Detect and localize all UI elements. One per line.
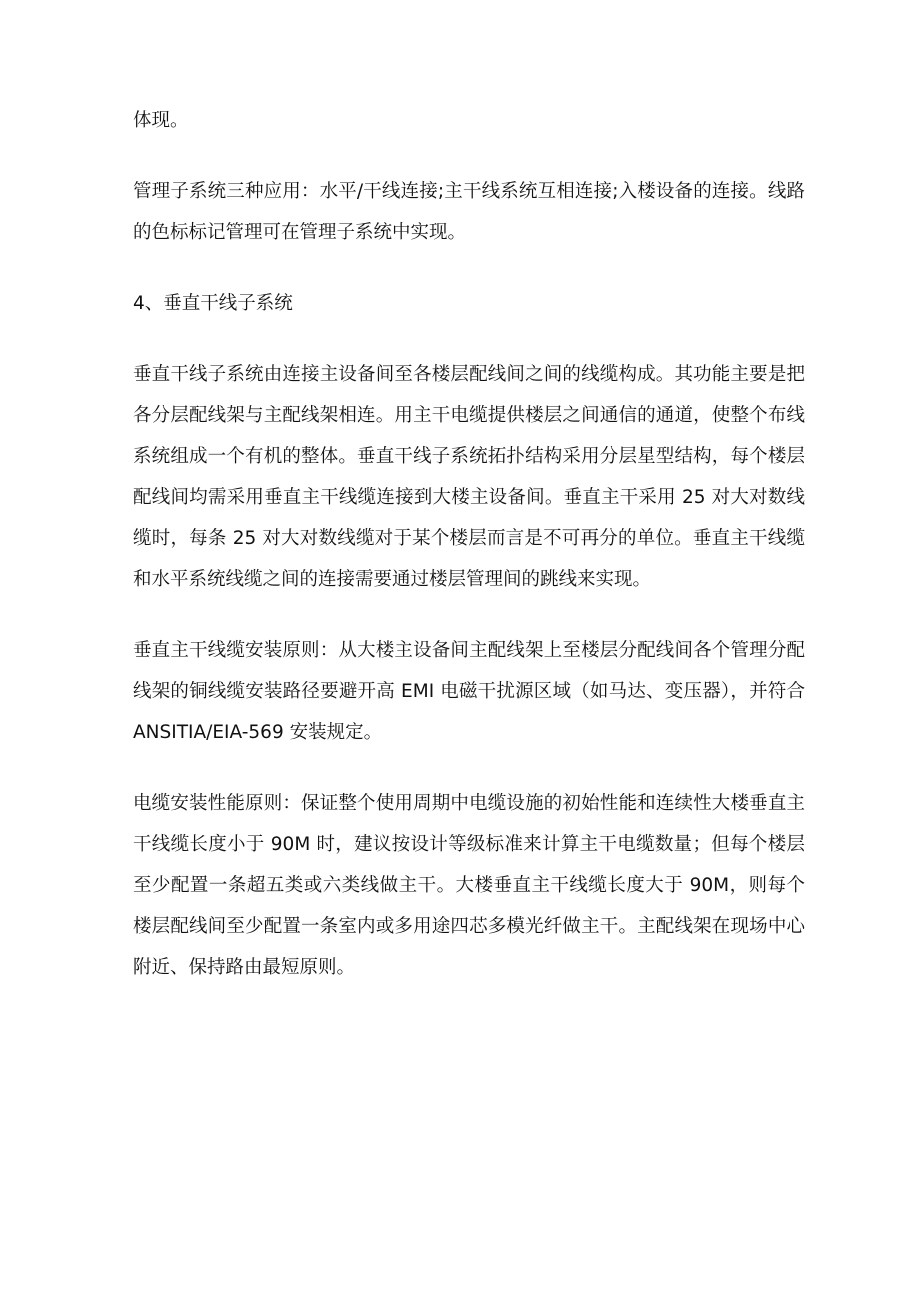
paragraph-performance-principle: 电缆安装性能原则：保证整个使用周期中电缆设施的初始性能和连续性大楼垂直主干线缆长度小于 90M 时，建议按设计等级标准来计算主干电缆数量；但每个楼层至少配置一条超五类或六类线做主干。大楼垂直主干线缆长度大于 90M，则每个楼层配线间至少配置一条室内或多用途四芯多模光纤做主干。主配线架在现场中心附近、保持路由最短原则。 <box>133 793 805 978</box>
paragraph-vertical-trunk-description: 垂直干线子系统由连接主设备间至各楼层配线间之间的线缆构成。其功能主要是把各分层配线架与主配线架相连。用主干电缆提供楼层之间通信的通道，使整个布线系统组成一个有机的整体。垂直干线子系统拓扑结构采用分层星型结构，每个楼层配线间均需采用垂直主干线缆连接到大楼主设备间。垂直主干采用 25 对大对数线缆时，每条 25 对大对数线缆对于某个楼层而言是不可再分的单位。垂直主干线缆和水平系统线缆之间的连接需要通过楼层管理间的跳线来实现。 <box>133 364 805 590</box>
paragraph-installation-principle: 垂直主干线缆安装原则：从大楼主设备间主配线架上至楼层分配线间各个管理分配线架的铜线缆安装路径要避开高 EMI 电磁干扰源区域（如马达、变压器），并符合 ANSITIA/EIA-569 安装规定。 <box>133 640 805 743</box>
paragraph-intro-fragment: 体现。 <box>133 110 189 131</box>
section-heading-vertical-trunk: 4、垂直干线子系统 <box>133 293 293 314</box>
document-body <box>133 100 805 1018</box>
paragraph-management-subsystem: 管理子系统三种应用：水平/干线连接;主干线系统互相连接;入楼设备的连接。线路的色标标记管理可在管理子系统中实现。 <box>133 181 805 243</box>
